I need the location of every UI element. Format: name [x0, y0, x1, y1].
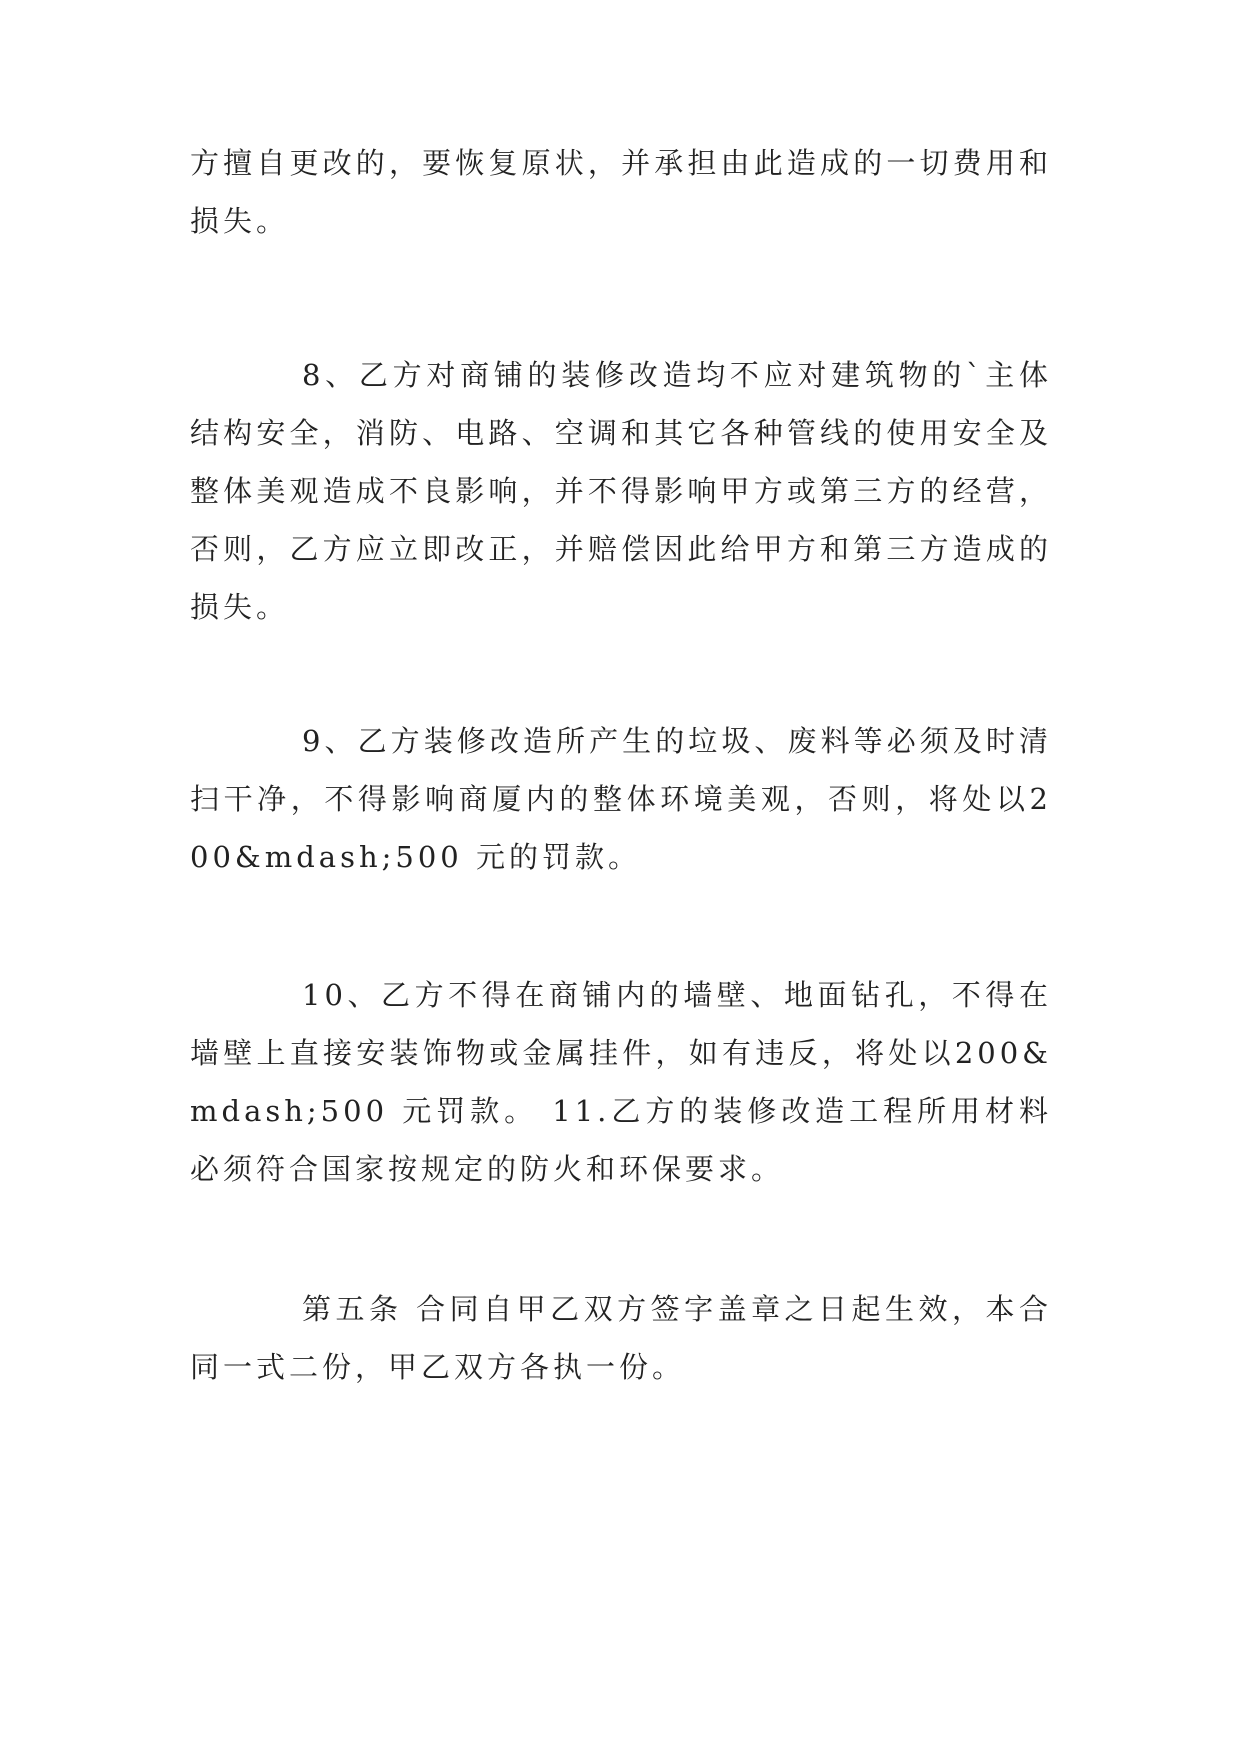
paragraph-article-5: 第五条 合同自甲乙双方签字盖章之日起生效，本合同一式二份，甲乙双方各执一份。	[190, 1292, 1052, 1384]
paragraph-clause-9: 9、乙方装修改造所产生的垃圾、废料等必须及时清扫干净，不得影响商厦内的整体环境美观，否则，将处以200&mdash;500 元的罚款。	[190, 724, 1052, 874]
paragraph-clause-10: 10、乙方不得在商铺内的墙壁、地面钻孔，不得在墙壁上直接安装饰物或金属挂件，如有违反，将处以200&mdash;500 元罚款。 11.乙方的装修改造工程所用材料必须符合国家按规定的防火和环保要求。	[190, 978, 1052, 1186]
paragraph-continuation: 方擅自更改的，要恢复原状，并承担由此造成的一切费用和损失。	[190, 146, 1052, 238]
paragraph-clause-8: 8、乙方对商铺的装修改造均不应对建筑物的`主体结构安全，消防、电路、空调和其它各种管线的使用安全及整体美观造成不良影响，并不得影响甲方或第三方的经营，否则，乙方应立即改正，并赔偿因此给甲方和第三方造成的损失。	[190, 358, 1052, 624]
